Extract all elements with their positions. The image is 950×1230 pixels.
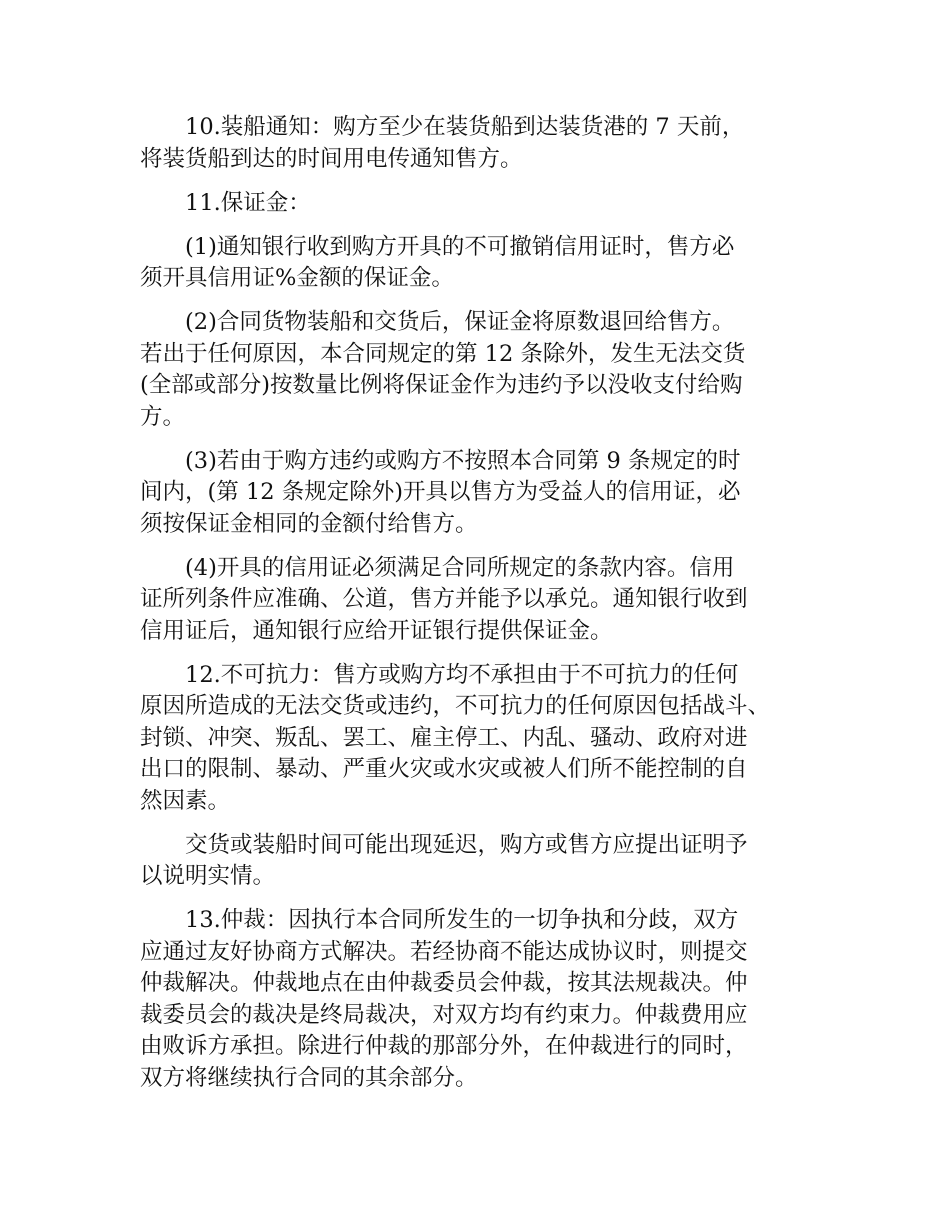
paragraph-12-delay-note: 交货或装船时间可能出现延迟，购方或售方应提出证明予 以说明实情。	[140, 831, 748, 889]
paragraph-11-deposit-heading: 11.保证金：	[140, 189, 311, 216]
paragraph-11-3: (3)若由于购方违约或购方不按照本合同第 9 条规定的时 间内，(第 12 条规定除外)开具以售方为受益人的信用证，必 须按保证金相同的金额付给售方。	[140, 447, 741, 537]
paragraph-10-shipping-notice: 10.装船通知：购方至少在装货船到达装货港的 7 天前， 将装货船到达的时间用电传通知售方。	[140, 114, 745, 172]
paragraph-13-arbitration: 13.仲裁：因执行本合同所发生的一切争执和分歧，双方 应通过友好协商方式解决。若经协商不能达成协议时，则提交 仲裁解决。仲裁地点在由仲裁委员会仲裁，按其法规裁决。仲 裁委员会的裁决是终局裁决，对双方均有约束力。仲裁费用应 由败诉方承担。除进行仲裁的那部分外，在仲裁进行的同时， 双方将继续执行合同的其余部分。	[140, 907, 748, 1091]
document-body	[140, 112, 830, 1094]
paragraph-12-force-majeure: 12.不可抗力：售方或购方均不承担由于不可抗力的任何 原因所造成的无法交货或违约，不可抗力的任何原因包括战斗、 封锁、冲突、叛乱、罢工、雇主停工、内乱、骚动、政府对进 出口的限制、暴动、严重火灾或水灾或被人们所不能控制的自 然因素。	[140, 661, 771, 814]
paragraph-11-4: (4)开具的信用证必须满足合同所规定的条款内容。信用 证所列条件应准确、公道，售方并能予以承兑。通知银行收到 信用证后，通知银行应给开证银行提供保证金。	[140, 554, 748, 644]
paragraph-11-1: (1)通知银行收到购方开具的不可撤销信用证时，售方必 须开具信用证%金额的保证金。	[140, 233, 735, 291]
paragraph-11-2: (2)合同货物装船和交货后，保证金将原数退回给售方。 若出于任何原因，本合同规定的第 12 条除外，发生无法交货 (全部或部分)按数量比例将保证金作为违约予以没收支付给购 方。	[140, 309, 746, 430]
